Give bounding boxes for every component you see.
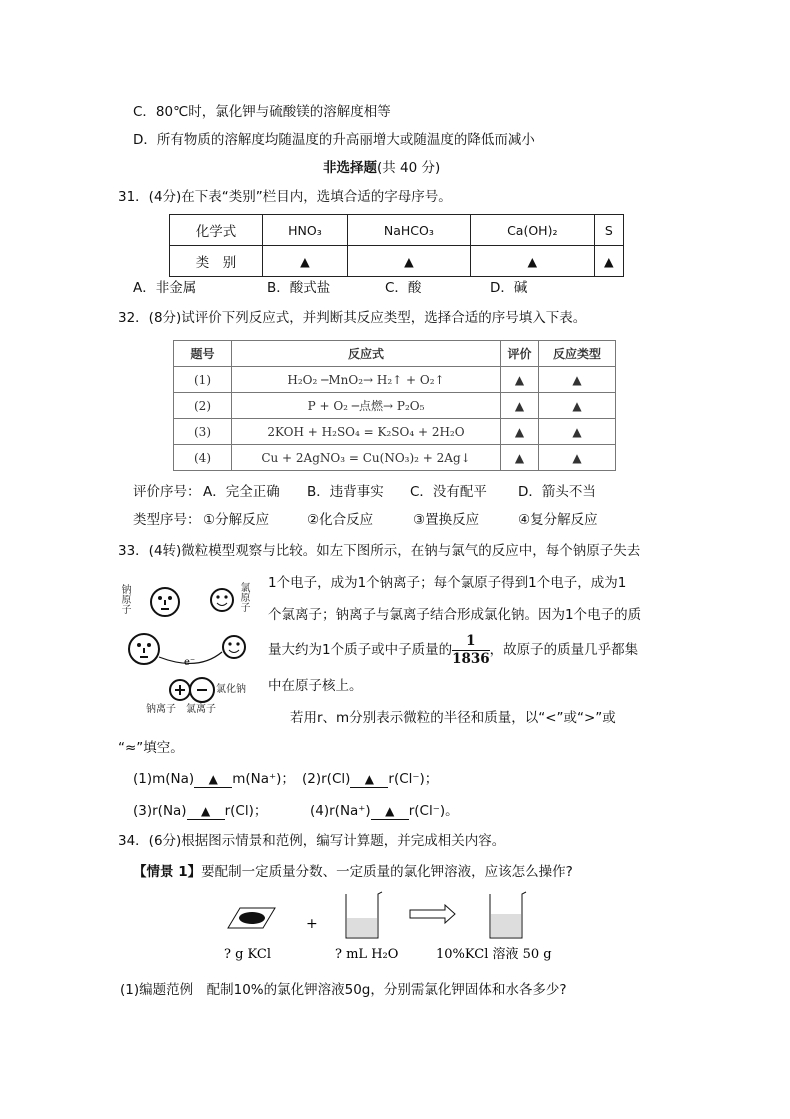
electron-label: e⁻: [184, 657, 196, 668]
blank-left: (2)r(Cl): [302, 771, 351, 787]
solution-label: 10%KCl 溶液 50 g: [436, 947, 552, 962]
q30-option-c: C．80℃时，氯化钾与硫酸镁的溶解度相等: [133, 104, 391, 120]
row-number: (3): [174, 419, 232, 445]
section-title-sub: (共 40 分): [377, 160, 441, 176]
plus-sign: +: [306, 916, 318, 932]
table-row: [170, 215, 624, 246]
equation: H₂O₂ ─MnO₂→ H₂↑ + O₂↑: [232, 367, 501, 393]
blank-right: r(Cl⁻)。: [408, 803, 459, 819]
table-cell: 化学式: [170, 215, 263, 246]
q31-option-a: A．非金属: [133, 280, 197, 296]
blank-left: (1)m(Na): [133, 771, 195, 787]
blank-left: (3)r(Na): [133, 803, 187, 819]
q34-example: (1)编题范例 配制10%的氯化钾溶液50g，分别需氯化钾固体和水各多少?: [120, 982, 567, 998]
table-row: [174, 367, 616, 393]
q33-text-line: 中在原子核上。: [268, 678, 363, 694]
q33-blank-2: [302, 770, 438, 788]
answer-blank[interactable]: ▲: [501, 445, 539, 471]
chlorine-atom-icon: [211, 589, 233, 611]
nacl-label: 氯化钠: [216, 684, 246, 695]
table-header-row: [174, 341, 616, 367]
type-option: ②化合反应: [307, 512, 374, 528]
equation: Cu + 2AgNO₃ = Cu(NO₃)₂ + 2Ag↓: [232, 445, 501, 471]
q33-text-line: 1个电子，成为1个钠离子；每个氯原子得到1个电子，成为1: [268, 575, 627, 591]
answer-blank[interactable]: ▲: [263, 246, 348, 277]
type-option: ④复分解反应: [518, 512, 598, 528]
q33-text-segment: ，故原子的质量几乎都集: [489, 642, 639, 658]
table-cell: S: [594, 215, 623, 246]
q33-text-line: [268, 632, 638, 668]
kcl-label: ? g KCl: [224, 947, 272, 962]
table-row: [174, 445, 616, 471]
table-cell: Ca(OH)₂: [470, 215, 594, 246]
q31-table: [169, 214, 624, 277]
section-title-main: 非选择题: [323, 160, 377, 176]
table-cell: NaHCO₃: [347, 215, 470, 246]
header-cell: 评价: [501, 341, 539, 367]
answer-blank[interactable]: ▲: [350, 772, 388, 788]
kcl-solid-icon: [239, 912, 265, 924]
answer-blank[interactable]: ▲: [470, 246, 594, 277]
answer-blank[interactable]: ▲: [501, 419, 539, 445]
table-cell: HNO₃: [263, 215, 348, 246]
answer-blank[interactable]: ▲: [501, 393, 539, 419]
q30-option-d: D．所有物质的溶解度均随温度的升高丽增大或随温度的降低而减小: [133, 132, 535, 148]
answer-blank[interactable]: ▲: [371, 804, 409, 820]
blank-right: m(Na⁺)；: [232, 771, 295, 787]
header-cell: 反应式: [232, 341, 501, 367]
chloride-ion-label: 氯离子: [186, 704, 216, 715]
q33-text-line: “≈”填空。: [118, 740, 184, 756]
q33-stem: 33．(4转)微粒模型观察与比较。如左下图所示，在钠与氯气的反应中，每个钠原子失去: [118, 543, 641, 559]
q32-table: [173, 340, 616, 471]
water-beaker-icon: [346, 892, 382, 938]
answer-blank[interactable]: ▲: [539, 445, 616, 471]
q34-scene: [133, 863, 573, 881]
equation: 2KOH + H₂SO₄ = K₂SO₄ + 2H₂O: [232, 419, 501, 445]
solution-prep-figure: [220, 888, 580, 963]
q33-blank-4: [310, 802, 459, 820]
table-cell: 类 别: [170, 246, 263, 277]
type-option: ①分解反应: [203, 512, 270, 528]
row-number: (2): [174, 393, 232, 419]
fraction-numerator: 1: [452, 633, 490, 651]
equation: P + O₂ ─点燃→ P₂O₅: [232, 393, 501, 419]
q33-text-line: 个氯离子；钠离子与氯离子结合形成氯化钠。因为1个电子的质: [268, 607, 642, 623]
q31-option-b: B．酸式盐: [267, 280, 331, 296]
answer-blank[interactable]: ▲: [594, 246, 623, 277]
sodium-ion-label: 钠离子: [146, 704, 176, 715]
solution-beaker-icon: [490, 892, 526, 938]
q31-option-d: D．碱: [490, 280, 528, 296]
answer-blank[interactable]: ▲: [194, 772, 232, 788]
fraction-denominator: 1836: [452, 650, 490, 667]
q33-blank-3: [133, 802, 267, 820]
type-option: ③置换反应: [413, 512, 480, 528]
table-row: [174, 393, 616, 419]
chloride-ion-forming-icon: [223, 636, 245, 658]
q34-stem: 34．(6分)根据图示情景和范例，编写计算题，并完成相关内容。: [118, 833, 506, 849]
q33-text-line: 若用r、m分别表示微粒的半径和质量，以“<”或“>”或: [290, 710, 616, 726]
sodium-atom-label: 钠原子: [119, 584, 130, 614]
eval-option: D．箭头不当: [518, 484, 596, 500]
eval-option: A．完全正确: [203, 484, 280, 500]
section-title: [323, 159, 440, 177]
answer-blank[interactable]: ▲: [539, 393, 616, 419]
blank-left: (4)r(Na⁺): [310, 803, 371, 819]
q33-text-segment: 量大约为1个质子或中子质量的: [268, 642, 453, 658]
scene-tag: 【情景 1】: [133, 864, 202, 880]
answer-blank[interactable]: ▲: [539, 367, 616, 393]
answer-blank[interactable]: ▲: [539, 419, 616, 445]
table-row: [174, 419, 616, 445]
eval-label: 评价序号：: [133, 484, 201, 500]
eval-option: B．违背事实: [307, 484, 384, 500]
q31-stem: 31．(4分)在下表“类别”栏目内，选填合适的字母序号。: [118, 189, 452, 205]
q32-stem: 32．(8分)试评价下列反应式，并判断其反应类型，选择合适的序号填入下表。: [118, 310, 587, 326]
fraction: [452, 633, 490, 668]
q33-blank-1: [133, 770, 295, 788]
blank-right: r(Cl⁻)；: [388, 771, 439, 787]
chlorine-atom-label: 氯原子: [238, 582, 249, 612]
q31-option-c: C．酸: [385, 280, 422, 296]
water-label: ? mL H₂O: [335, 947, 399, 962]
answer-blank[interactable]: ▲: [347, 246, 470, 277]
header-cell: 题号: [174, 341, 232, 367]
scene-text: 要配制一定质量分数、一定质量的氯化钾溶液，应该怎么操作?: [201, 864, 573, 880]
ion-formation-figure: [118, 572, 250, 717]
arrow-icon: [410, 905, 455, 923]
answer-blank[interactable]: ▲: [501, 367, 539, 393]
type-label: 类型序号：: [133, 512, 201, 528]
row-number: (4): [174, 445, 232, 471]
eval-option: C．没有配平: [410, 484, 487, 500]
row-number: (1): [174, 367, 232, 393]
answer-blank[interactable]: ▲: [187, 804, 225, 820]
table-row: [170, 246, 624, 277]
blank-right: r(Cl)；: [224, 803, 268, 819]
header-cell: 反应类型: [539, 341, 616, 367]
